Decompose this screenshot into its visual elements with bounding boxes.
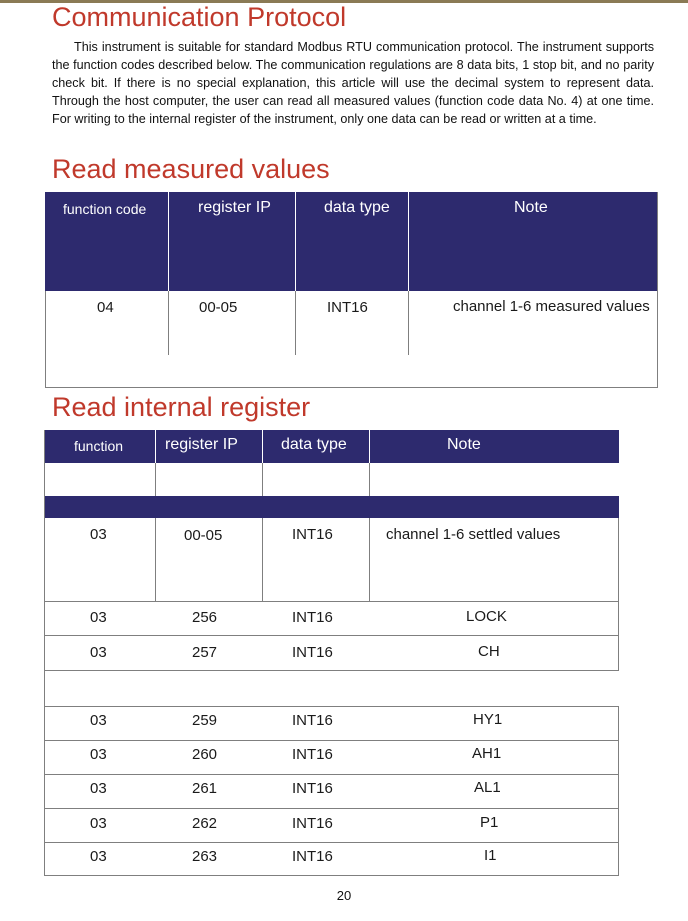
column-header-function-code: function code — [63, 201, 147, 217]
cell-note: CH — [478, 643, 500, 660]
section-heading-communication-protocol: Communication Protocol — [52, 2, 347, 32]
cell-function: 03 — [90, 526, 107, 543]
page-number: 20 — [336, 888, 352, 903]
column-header-data-type: data type — [281, 436, 347, 453]
cell-data-type: INT16 — [292, 644, 333, 661]
cell-note: channel 1-6 settled values — [386, 526, 561, 543]
header-divider — [369, 430, 370, 463]
column-divider — [168, 291, 169, 355]
column-header-register-ip: register IP — [165, 436, 238, 453]
cell-register: 262 — [192, 815, 218, 832]
cell-note: AH1 — [472, 745, 502, 762]
row-divider — [44, 740, 619, 741]
cell-register: 259 — [192, 712, 218, 729]
cell-data-type: INT16 — [292, 609, 333, 626]
cell-function: 03 — [90, 780, 107, 797]
row-divider — [44, 670, 619, 671]
cell-note: channel 1-6 measured values — [453, 298, 650, 315]
cell-function: 03 — [90, 712, 107, 729]
column-header-register-ip: register IP — [198, 199, 271, 216]
table-bottom-border — [44, 875, 619, 876]
cell-note: I1 — [484, 847, 497, 864]
row-divider — [44, 774, 619, 775]
cell-function: 03 — [90, 848, 107, 865]
header-divider — [408, 192, 409, 291]
table-bottom-border — [45, 387, 658, 388]
column-divider — [155, 463, 156, 496]
cell-note: P1 — [480, 814, 499, 831]
row-divider — [44, 842, 619, 843]
table-border — [45, 291, 46, 387]
cell-data-type: INT16 — [292, 815, 333, 832]
column-divider — [155, 518, 156, 601]
row-divider — [44, 706, 619, 707]
column-divider — [369, 518, 370, 601]
header-divider — [155, 430, 156, 463]
table-border — [657, 192, 658, 388]
table-border — [618, 706, 619, 875]
cell-register: 257 — [192, 644, 218, 661]
section-heading-read-measured-values: Read measured values — [52, 154, 330, 184]
cell-function: 04 — [97, 299, 114, 316]
cell-function: 03 — [90, 815, 107, 832]
intro-paragraph: This instrument is suitable for standard Modbus RTU communication protocol. The instrument supports the function codes described below. The communication regulations are 8 data bits, 1 stop bit, and no parity check bit. If there is no special explanation, this article will use the decimal system to represent data. Through the host computer, the user can read all measured values (function code data No. 4) at one time. For writing to the internal register of the instrument, only one data can be read or written at a time. — [52, 40, 654, 126]
column-header-data-type: data type — [324, 199, 390, 216]
header-divider — [262, 430, 263, 463]
row-divider — [44, 635, 619, 636]
cell-register: 260 — [192, 746, 218, 763]
cell-function: 03 — [90, 609, 107, 626]
row-divider — [44, 808, 619, 809]
table-header-band — [44, 496, 619, 518]
cell-register: 00-05 — [184, 527, 223, 544]
cell-data-type: INT16 — [292, 746, 333, 763]
cell-data-type: INT16 — [292, 712, 333, 729]
column-header-note: Note — [514, 199, 548, 216]
cell-function: 03 — [90, 644, 107, 661]
column-divider — [262, 518, 263, 601]
table-border — [618, 518, 619, 671]
cell-data-type: INT16 — [292, 526, 333, 543]
cell-function: 03 — [90, 746, 107, 763]
cell-note: AL1 — [474, 779, 501, 796]
header-divider — [168, 192, 169, 291]
cell-register: 261 — [192, 780, 218, 797]
cell-note: LOCK — [466, 608, 507, 625]
cell-register: 263 — [192, 848, 218, 865]
column-divider — [295, 291, 296, 355]
column-divider — [262, 463, 263, 496]
cell-register: 00-05 — [199, 299, 238, 316]
header-divider — [295, 192, 296, 291]
row-divider — [44, 601, 619, 602]
section-heading-read-internal-register: Read internal register — [52, 392, 311, 422]
column-header-note: Note — [447, 436, 481, 453]
cell-register: 256 — [192, 609, 218, 626]
column-divider — [369, 463, 370, 496]
column-header-function: function — [74, 438, 124, 454]
cell-data-type: INT16 — [292, 848, 333, 865]
cell-data-type: INT16 — [292, 780, 333, 797]
cell-note: HY1 — [473, 711, 503, 728]
cell-data-type: INT16 — [327, 299, 368, 316]
column-divider — [408, 291, 409, 355]
